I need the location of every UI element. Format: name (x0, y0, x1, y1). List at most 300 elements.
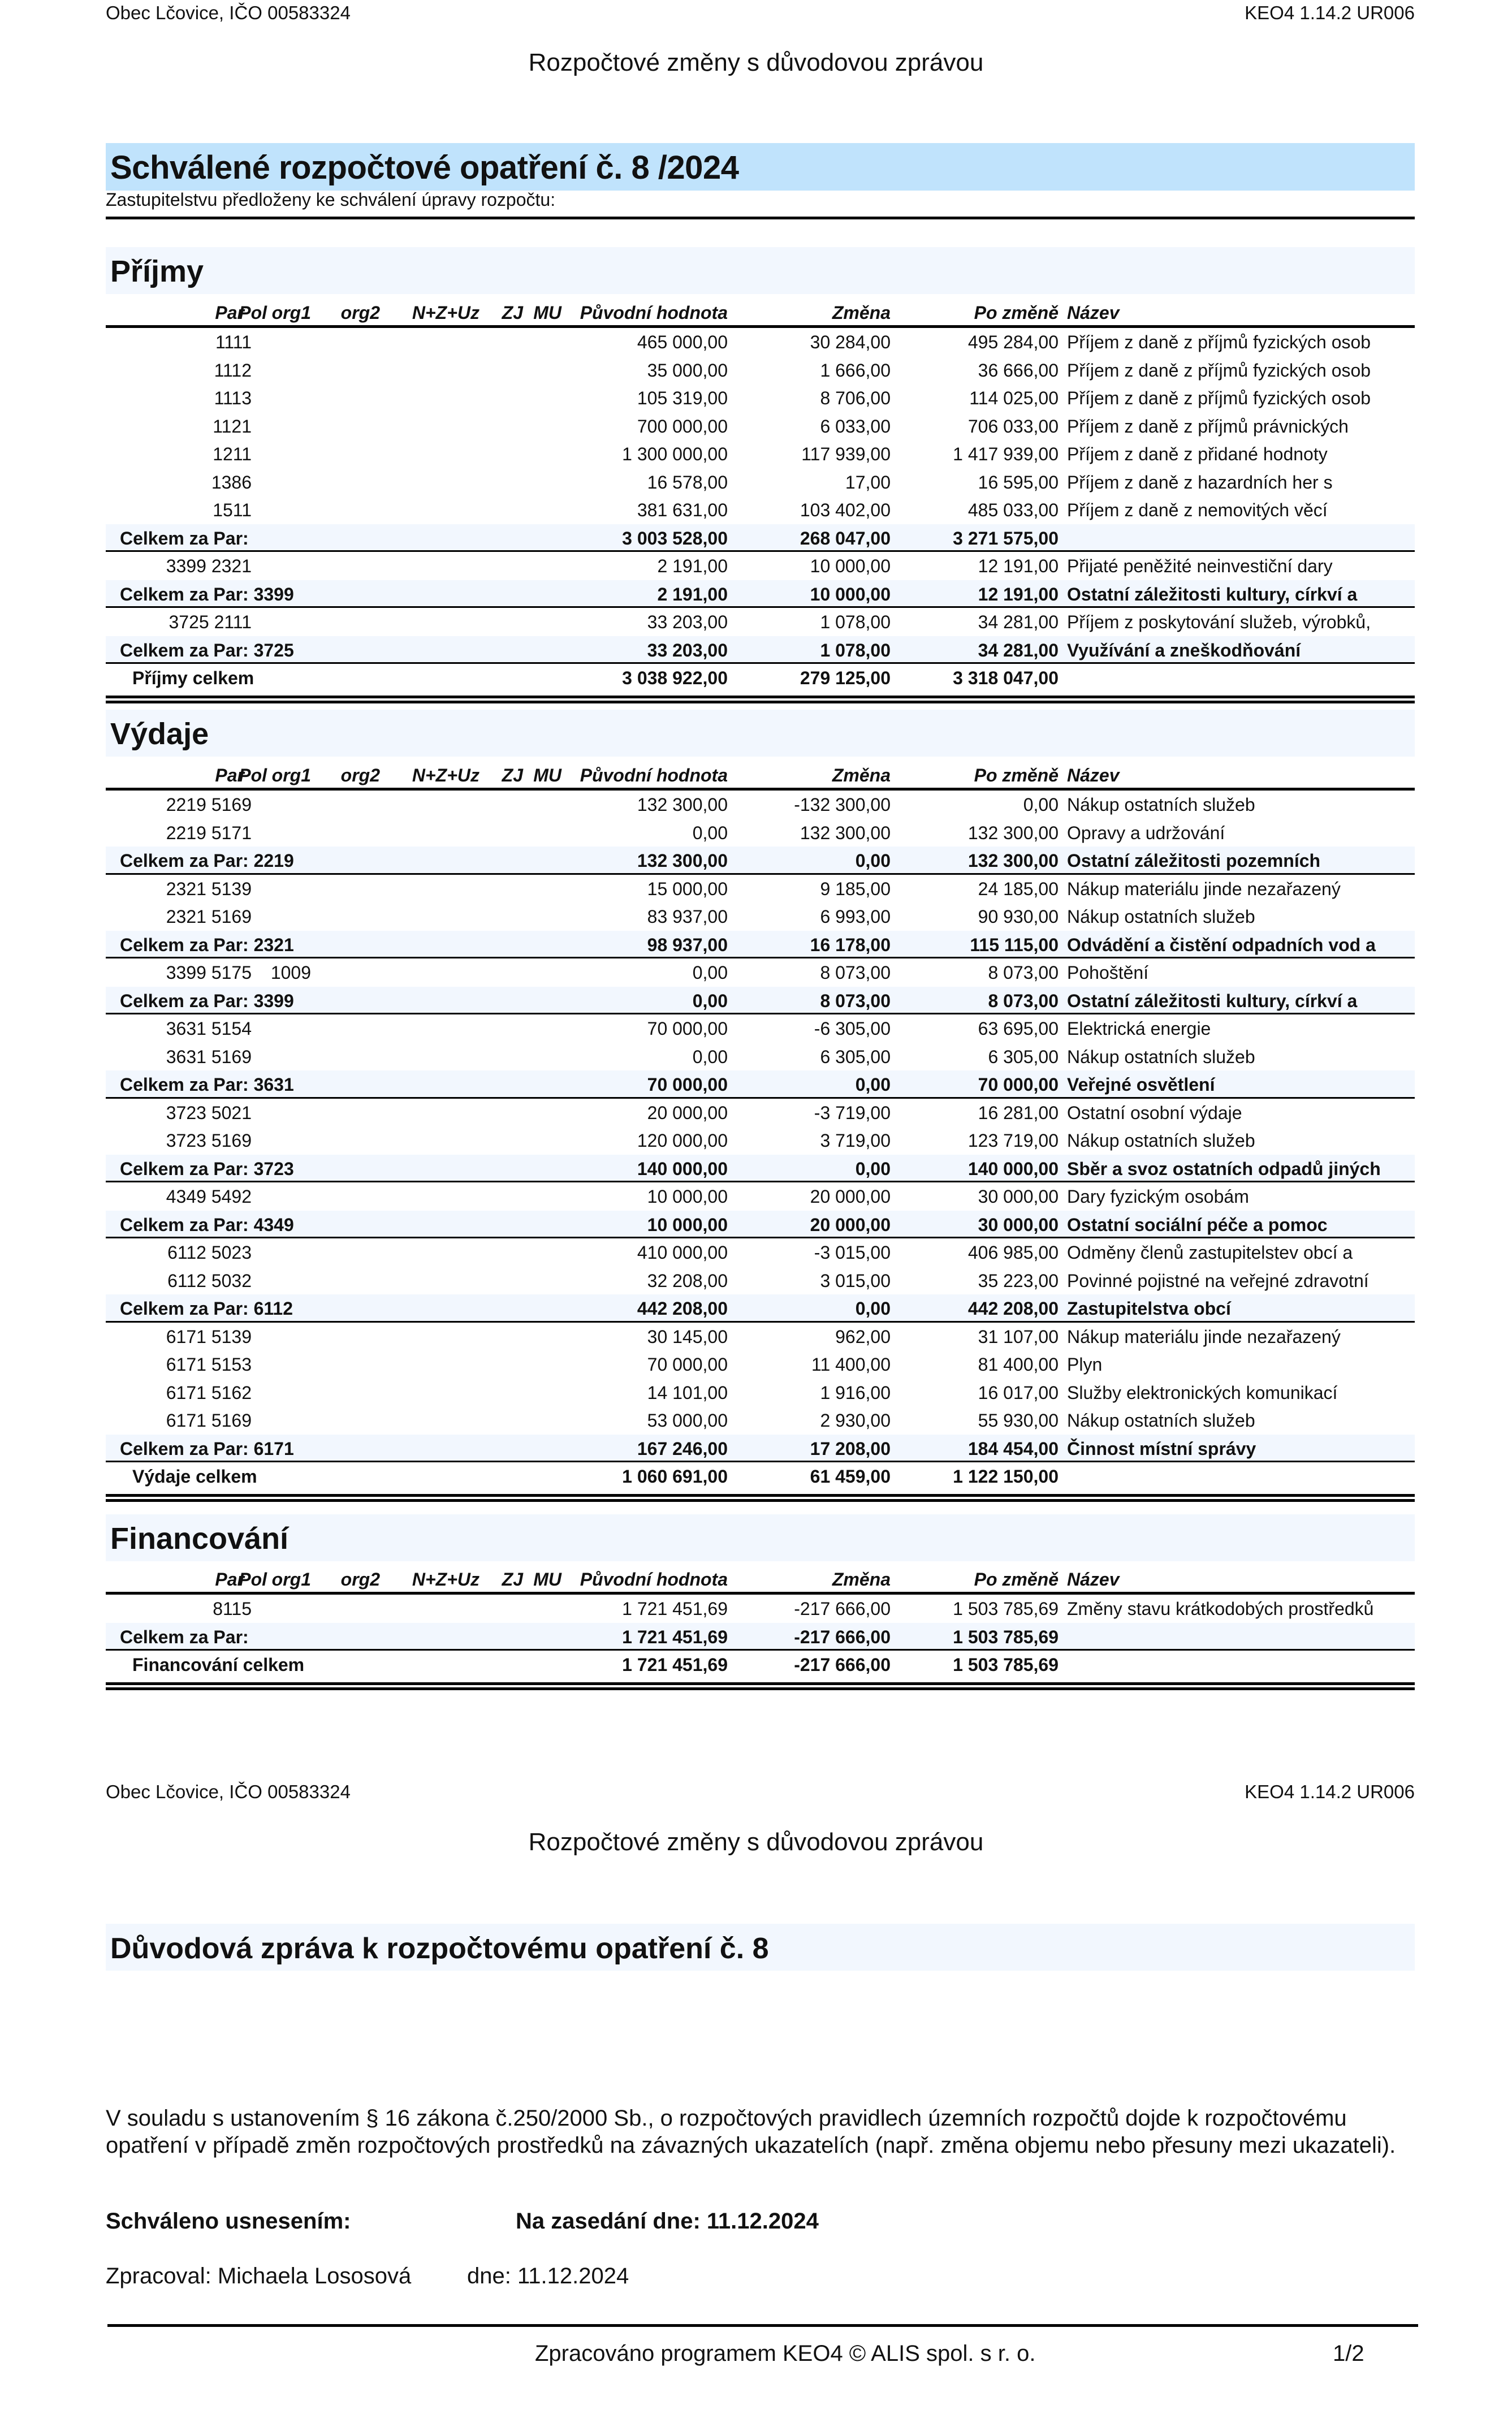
item-name: Povinné pojistné na veřejné zdravotní (1067, 1270, 1369, 1291)
change-value: 6 993,00 (820, 906, 891, 927)
table-row (106, 1126, 1415, 1155)
original-value: 15 000,00 (647, 878, 728, 899)
column-header-orig: Původní hodnota (580, 303, 728, 323)
subtotal-row (106, 1623, 1415, 1651)
change-value: 962,00 (835, 1326, 891, 1347)
par-pol-code: 1112 (214, 360, 252, 381)
original-value: 410 000,00 (637, 1242, 728, 1263)
total-row (106, 664, 1415, 692)
original-value: 98 937,00 (647, 934, 728, 955)
item-name: Nákup ostatních služeb (1067, 1410, 1255, 1431)
change-value: 8 706,00 (820, 388, 891, 408)
new-value: 1 122 150,00 (953, 1466, 1059, 1487)
new-value: 132 300,00 (967, 850, 1059, 871)
item-name: Opravy a udržování (1067, 822, 1225, 843)
original-value: 33 203,00 (647, 640, 728, 660)
column-header-name: Název (1067, 1569, 1120, 1590)
original-value: 33 203,00 (647, 612, 728, 632)
original-value: 465 000,00 (637, 332, 728, 352)
subtotal-row (106, 636, 1415, 664)
item-name: Příjem z daně z příjmů fyzických osob (1067, 332, 1371, 352)
original-value: 700 000,00 (637, 416, 728, 437)
item-name: Příjem z daně z příjmů fyzických osob (1067, 360, 1371, 381)
change-value: 17 208,00 (810, 1438, 891, 1459)
column-header-orig: Původní hodnota (580, 1569, 728, 1590)
original-value: 132 300,00 (637, 794, 728, 815)
column-header-zj: ZJ (502, 765, 523, 785)
change-value: 20 000,00 (810, 1214, 891, 1235)
column-header-row (106, 761, 1415, 791)
par-pol-code: 3725 2111 (169, 612, 252, 632)
section-title: Financování (110, 1522, 289, 1556)
original-value: 70 000,00 (647, 1074, 728, 1095)
footer-divider (107, 2324, 1418, 2327)
par-pol-code: 2321 5139 (166, 878, 252, 899)
original-value: 1 721 451,69 (622, 1599, 728, 1619)
table-end-double-rule (106, 696, 1415, 703)
column-header-pol: Pol (239, 765, 267, 785)
subtotal-label: Celkem za Par: 3723 (120, 1158, 294, 1179)
table-row (106, 412, 1415, 441)
change-value: 10 000,00 (810, 556, 891, 576)
par-pol-code: 1113 (214, 388, 252, 408)
change-value: 11 400,00 (811, 1354, 891, 1375)
column-header-nzu: N+Z+Uz (412, 303, 479, 323)
column-header-org2: org2 (340, 765, 380, 785)
item-name: Ostatní osobní výdaje (1067, 1102, 1242, 1123)
par-pol-code: 3723 5169 (166, 1130, 252, 1151)
table-row (106, 468, 1415, 496)
column-header-nzu: N+Z+Uz (412, 765, 479, 785)
new-value: 81 400,00 (978, 1354, 1059, 1375)
new-value: 115 115,00 (970, 934, 1059, 955)
section-vydaje (106, 710, 1415, 757)
new-value: 6 305,00 (988, 1046, 1059, 1067)
original-value: 70 000,00 (647, 1354, 728, 1375)
change-value: 3 719,00 (820, 1130, 891, 1151)
new-value: 706 033,00 (967, 416, 1059, 437)
total-row (106, 1462, 1415, 1491)
document-subtitle-page2: Rozpočtové změny s důvodovou zprávou (528, 1828, 984, 1856)
total-row (106, 1651, 1415, 1679)
item-name: Nákup ostatních služeb (1067, 1046, 1255, 1067)
section-prijmy (106, 247, 1415, 294)
new-value: 34 281,00 (978, 640, 1059, 660)
new-value: 140 000,00 (967, 1158, 1059, 1179)
original-value: 0,00 (692, 822, 728, 843)
column-header-par: Par (215, 1569, 244, 1590)
original-value: 20 000,00 (647, 1102, 728, 1123)
new-value: 34 281,00 (978, 612, 1059, 632)
par-pol-code: 3631 5154 (166, 1018, 252, 1039)
new-value: 442 208,00 (967, 1298, 1059, 1319)
subtotal-label: Celkem za Par: 3399 (120, 990, 294, 1011)
change-value: 8 073,00 (820, 990, 891, 1011)
table-row (106, 1379, 1415, 1407)
meeting-date: Na zasedání dne: 11.12.2024 (516, 2209, 819, 2234)
change-value: 0,00 (855, 1158, 891, 1179)
new-value: 1 503 785,69 (953, 1599, 1059, 1619)
table-row (106, 875, 1415, 903)
item-name: Ostatní záležitosti pozemních (1067, 850, 1321, 871)
new-value: 8 073,00 (988, 990, 1059, 1011)
table-row (106, 384, 1415, 412)
par-pol-code: 1511 (213, 500, 252, 520)
change-value: 1 666,00 (820, 360, 891, 381)
par-pol-code: 3631 5169 (166, 1046, 252, 1067)
table-prijmy (106, 299, 1415, 703)
column-header-chg: Změna (832, 303, 891, 323)
item-name: Nákup materiálu jinde nezařazený (1067, 1326, 1341, 1347)
change-value: 279 125,00 (800, 668, 891, 688)
original-value: 132 300,00 (637, 850, 728, 871)
column-header-par: Par (215, 303, 244, 323)
document-subtitle: Rozpočtové změny s důvodovou zprávou (528, 49, 984, 76)
change-value: 6 033,00 (820, 416, 891, 437)
item-name: Činnost místní správy (1067, 1438, 1256, 1459)
original-value: 10 000,00 (647, 1214, 728, 1235)
title-band (106, 143, 1415, 191)
subtotal-label: Celkem za Par: (120, 1626, 249, 1647)
table-row (106, 1267, 1415, 1295)
new-value: 123 719,00 (967, 1130, 1059, 1151)
item-name: Ostatní záležitosti kultury, církví a (1067, 584, 1358, 604)
par-pol-code: 6112 5032 (167, 1270, 252, 1291)
item-name: Nákup materiálu jinde nezařazený (1067, 878, 1341, 899)
change-value: 17,00 (845, 472, 891, 493)
par-pol-code: 2321 5169 (166, 906, 252, 927)
new-value: 16 281,00 (978, 1102, 1059, 1123)
report-title: Důvodová zpráva k rozpočtovému opatření č. 8 (110, 1932, 769, 1965)
item-name: Změny stavu krátkodobých prostředků (1067, 1599, 1374, 1619)
original-value: 10 000,00 (647, 1186, 728, 1207)
change-value: 1 916,00 (820, 1382, 891, 1403)
original-value: 105 319,00 (637, 388, 728, 408)
column-header-name: Název (1067, 765, 1120, 785)
report-title-band (106, 1924, 1415, 1971)
item-name: Nákup ostatních služeb (1067, 794, 1255, 815)
item-name: Sběr a svoz ostatních odpadů jiných (1067, 1158, 1381, 1179)
par-pol-code: 6112 5023 (167, 1242, 252, 1263)
item-name: Služby elektronických komunikací (1067, 1382, 1338, 1403)
par-pol-code: 1111 (215, 332, 252, 352)
intro-text: Zastupitelstvu předloženy ke schválení úpravy rozpočtu: (106, 189, 556, 210)
original-value: 0,00 (692, 1046, 728, 1067)
subtotal-label: Celkem za Par: 3725 (120, 640, 294, 660)
table-row (106, 958, 1415, 987)
column-header-row (106, 299, 1415, 328)
change-value: 132 300,00 (800, 822, 891, 843)
par-pol-code: 6171 5153 (166, 1354, 252, 1375)
change-value: 0,00 (855, 850, 891, 871)
subtotal-row (106, 931, 1415, 959)
par-pol-code: 6171 5162 (166, 1382, 252, 1403)
new-value: 406 985,00 (967, 1242, 1059, 1263)
change-value: -6 305,00 (814, 1018, 891, 1039)
subtotal-row (106, 987, 1415, 1015)
original-value: 35 000,00 (647, 360, 728, 381)
change-value: 1 078,00 (820, 640, 891, 660)
subtotal-label: Celkem za Par: 3399 (120, 584, 294, 604)
table-row (106, 1406, 1415, 1435)
change-value: -3 015,00 (814, 1242, 891, 1263)
original-value: 30 145,00 (647, 1326, 728, 1347)
table-row (106, 440, 1415, 468)
page-title: Schválené rozpočtové opatření č. 8 /2024 (110, 149, 739, 186)
column-header-name: Název (1067, 303, 1120, 323)
section-title: Příjmy (110, 254, 204, 288)
table-row (106, 819, 1415, 847)
new-value: 184 454,00 (967, 1438, 1059, 1459)
table-row (106, 902, 1415, 931)
new-value: 1 503 785,69 (953, 1626, 1059, 1647)
new-value: 16 017,00 (978, 1382, 1059, 1403)
table-row (106, 552, 1415, 580)
original-value: 0,00 (692, 990, 728, 1011)
table-row (106, 1323, 1415, 1351)
item-name: Příjem z daně z nemovitých věcí (1067, 500, 1328, 520)
item-name: Veřejné osvětlení (1067, 1074, 1215, 1095)
item-name: Příjem z daně z přidané hodnoty (1067, 444, 1328, 464)
par-pol-code: 6171 5139 (166, 1326, 252, 1347)
subtotal-row (106, 524, 1415, 552)
column-header-org2: org2 (340, 1569, 380, 1590)
original-value: 16 578,00 (647, 472, 728, 493)
change-value: 0,00 (855, 1074, 891, 1095)
footer-credit: Zpracováno programem KEO4 © ALIS spol. s r. o. (535, 2341, 1036, 2366)
original-value: 140 000,00 (637, 1158, 728, 1179)
column-header-pol: Pol (239, 1569, 267, 1590)
item-name: Pohoštění (1067, 962, 1149, 983)
column-header-new: Po změně (974, 303, 1059, 323)
new-value: 30 000,00 (978, 1214, 1059, 1235)
par-pol-code: 4349 5492 (166, 1186, 252, 1207)
change-value: 30 284,00 (810, 332, 891, 352)
page-number: 1/2 (1333, 2341, 1364, 2366)
column-header-org1: org1 (271, 303, 311, 323)
column-header-par: Par (215, 765, 244, 785)
org-header-page2: Obec Lčovice, IČO 00583324 (106, 1781, 351, 1802)
par-pol-code: 2219 5169 (166, 794, 252, 815)
item-name: Přijaté peněžité neinvestiční dary (1067, 556, 1333, 576)
change-value: 20 000,00 (810, 1186, 891, 1207)
change-value: 9 185,00 (820, 878, 891, 899)
original-value: 1 300 000,00 (622, 444, 728, 464)
version-header: KEO4 1.14.2 UR006 (1245, 2, 1415, 23)
total-label: Výdaje celkem (132, 1466, 257, 1487)
original-value: 442 208,00 (637, 1298, 728, 1319)
table-row (106, 1350, 1415, 1379)
original-value: 32 208,00 (647, 1270, 728, 1291)
column-header-org1: org1 (271, 765, 311, 785)
item-name: Odvádění a čistění odpadních vod a (1067, 934, 1376, 955)
new-value: 132 300,00 (967, 822, 1059, 843)
section-title: Výdaje (110, 717, 209, 751)
item-name: Příjem z daně z hazardních her s (1067, 472, 1333, 493)
column-header-mu: MU (533, 765, 561, 785)
original-value: 83 937,00 (647, 906, 728, 927)
table-row (106, 1182, 1415, 1211)
original-value: 1 060 691,00 (622, 1466, 728, 1487)
new-value: 16 595,00 (978, 472, 1059, 493)
subtotal-row (106, 1070, 1415, 1099)
table-end-double-rule (106, 1494, 1415, 1502)
table-row (106, 1014, 1415, 1043)
change-value: 0,00 (855, 1298, 891, 1319)
prepared-date: dne: 11.12.2024 (467, 2264, 629, 2288)
new-value: 1 503 785,69 (953, 1655, 1059, 1675)
original-value: 381 631,00 (637, 500, 728, 520)
item-name: Ostatní záležitosti kultury, církví a (1067, 990, 1358, 1011)
change-value: 10 000,00 (810, 584, 891, 604)
org1-value: 1009 (270, 962, 311, 983)
original-value: 167 246,00 (637, 1438, 728, 1459)
table-row (106, 1595, 1415, 1623)
original-value: 3 038 922,00 (622, 668, 728, 688)
table-vydaje (106, 761, 1415, 1502)
par-pol-code: 8115 (213, 1599, 252, 1619)
new-value: 12 191,00 (978, 584, 1059, 604)
new-value: 35 223,00 (978, 1270, 1059, 1291)
subtotal-row (106, 847, 1415, 875)
item-name: Nákup ostatních služeb (1067, 906, 1255, 927)
change-value: 103 402,00 (800, 500, 891, 520)
column-header-zj: ZJ (502, 1569, 523, 1590)
org-header: Obec Lčovice, IČO 00583324 (106, 2, 351, 23)
column-header-pol: Pol (239, 303, 267, 323)
original-value: 53 000,00 (647, 1410, 728, 1431)
table-row (106, 791, 1415, 819)
new-value: 3 271 575,00 (953, 528, 1059, 549)
section-financovani (106, 1514, 1415, 1561)
subtotal-row (106, 580, 1415, 608)
subtotal-label: Celkem za Par: 4349 (120, 1214, 294, 1235)
new-value: 70 000,00 (978, 1074, 1059, 1095)
item-name: Odměny členů zastupitelstev obcí a (1067, 1242, 1353, 1263)
item-name: Ostatní sociální péče a pomoc (1067, 1214, 1328, 1235)
column-header-mu: MU (533, 1569, 561, 1590)
new-value: 114 025,00 (969, 388, 1059, 408)
subtotal-label: Celkem za Par: 2219 (120, 850, 294, 871)
new-value: 63 695,00 (978, 1018, 1059, 1039)
new-value: 485 033,00 (967, 500, 1059, 520)
change-value: 16 178,00 (810, 934, 891, 955)
item-name: Zastupitelstva obcí (1067, 1298, 1231, 1319)
subtotal-label: Celkem za Par: (120, 528, 249, 549)
table-row (106, 1099, 1415, 1127)
new-value: 1 417 939,00 (953, 444, 1059, 464)
original-value: 120 000,00 (637, 1130, 728, 1151)
original-value: 2 191,00 (657, 556, 728, 576)
par-pol-code: 1121 (213, 416, 252, 437)
table-row (106, 608, 1415, 636)
new-value: 8 073,00 (988, 962, 1059, 983)
new-value: 30 000,00 (978, 1186, 1059, 1207)
item-name: Příjem z daně z příjmů právnických (1067, 416, 1349, 437)
table-row (106, 1238, 1415, 1267)
new-value: 3 318 047,00 (953, 668, 1059, 688)
item-name: Příjem z daně z příjmů fyzických osob (1067, 388, 1371, 408)
column-header-org1: org1 (271, 1569, 311, 1590)
change-value: 8 073,00 (820, 962, 891, 983)
total-label: Financování celkem (132, 1655, 305, 1675)
table-row (106, 1043, 1415, 1071)
new-value: 0,00 (1023, 794, 1059, 815)
new-value: 12 191,00 (978, 556, 1059, 576)
change-value: -132 300,00 (794, 794, 891, 815)
par-pol-code: 1211 (213, 444, 252, 464)
change-value: -217 666,00 (794, 1626, 891, 1647)
item-name: Příjem z poskytování služeb, výrobků, (1067, 612, 1371, 632)
new-value: 36 666,00 (978, 360, 1059, 381)
table-end-double-rule (106, 1682, 1415, 1690)
total-label: Příjmy celkem (132, 668, 254, 688)
par-pol-code: 3723 5021 (166, 1102, 252, 1123)
change-value: 117 939,00 (801, 444, 891, 464)
change-value: 61 459,00 (810, 1466, 891, 1487)
column-header-chg: Změna (832, 765, 891, 785)
subtotal-label: Celkem za Par: 6171 (120, 1438, 294, 1459)
column-header-mu: MU (533, 303, 561, 323)
divider (106, 217, 1415, 219)
prepared-by: Zpracoval: Michaela Lososová (106, 2264, 412, 2288)
table-row (106, 496, 1415, 524)
column-header-new: Po změně (974, 1569, 1059, 1590)
approved-label: Schváleno usnesením: (106, 2209, 351, 2234)
subtotal-label: Celkem za Par: 3631 (120, 1074, 294, 1095)
new-value: 24 185,00 (978, 878, 1059, 899)
original-value: 2 191,00 (657, 584, 728, 604)
par-pol-code: 2219 5171 (166, 822, 252, 843)
column-header-chg: Změna (832, 1569, 891, 1590)
original-value: 0,00 (692, 962, 728, 983)
item-name: Nákup ostatních služeb (1067, 1130, 1255, 1151)
change-value: 1 078,00 (820, 612, 891, 632)
new-value: 31 107,00 (978, 1326, 1059, 1347)
change-value: 6 305,00 (820, 1046, 891, 1067)
table-row (106, 328, 1415, 356)
item-name: Dary fyzickým osobám (1067, 1186, 1249, 1207)
subtotal-row (106, 1211, 1415, 1239)
table-financovani (106, 1565, 1415, 1690)
column-header-row (106, 1565, 1415, 1595)
original-value: 1 721 451,69 (622, 1626, 728, 1647)
change-value: -217 666,00 (794, 1599, 891, 1619)
subtotal-label: Celkem za Par: 6112 (120, 1298, 293, 1319)
column-header-zj: ZJ (502, 303, 523, 323)
item-name: Využívání a zneškodňování (1067, 640, 1301, 660)
subtotal-label: Celkem za Par: 2321 (120, 934, 294, 955)
report-body: V souladu s ustanovením § 16 zákona č.250/2000 Sb., o rozpočtových pravidlech územních rozpočtů dojde k rozpočtovému opatření v případě změn rozpočtových prostředků na závazných ukazatelích (např. změna objemu nebo přesuny mezi ukazateli). (106, 2106, 1396, 2158)
column-header-orig: Původní hodnota (580, 765, 728, 785)
item-name: Elektrická energie (1067, 1018, 1211, 1039)
change-value: 268 047,00 (800, 528, 891, 549)
subtotal-row (106, 1294, 1415, 1323)
new-value: 90 930,00 (978, 906, 1059, 927)
original-value: 14 101,00 (647, 1382, 728, 1403)
change-value: 3 015,00 (820, 1270, 891, 1291)
new-value: 55 930,00 (978, 1410, 1059, 1431)
column-header-new: Po změně (974, 765, 1059, 785)
column-header-org2: org2 (340, 303, 380, 323)
table-row (106, 356, 1415, 385)
original-value: 1 721 451,69 (622, 1655, 728, 1675)
subtotal-row (106, 1435, 1415, 1463)
change-value: 2 930,00 (820, 1410, 891, 1431)
subtotal-row (106, 1155, 1415, 1183)
par-pol-code: 3399 5175 (166, 962, 252, 983)
original-value: 3 003 528,00 (622, 528, 728, 549)
